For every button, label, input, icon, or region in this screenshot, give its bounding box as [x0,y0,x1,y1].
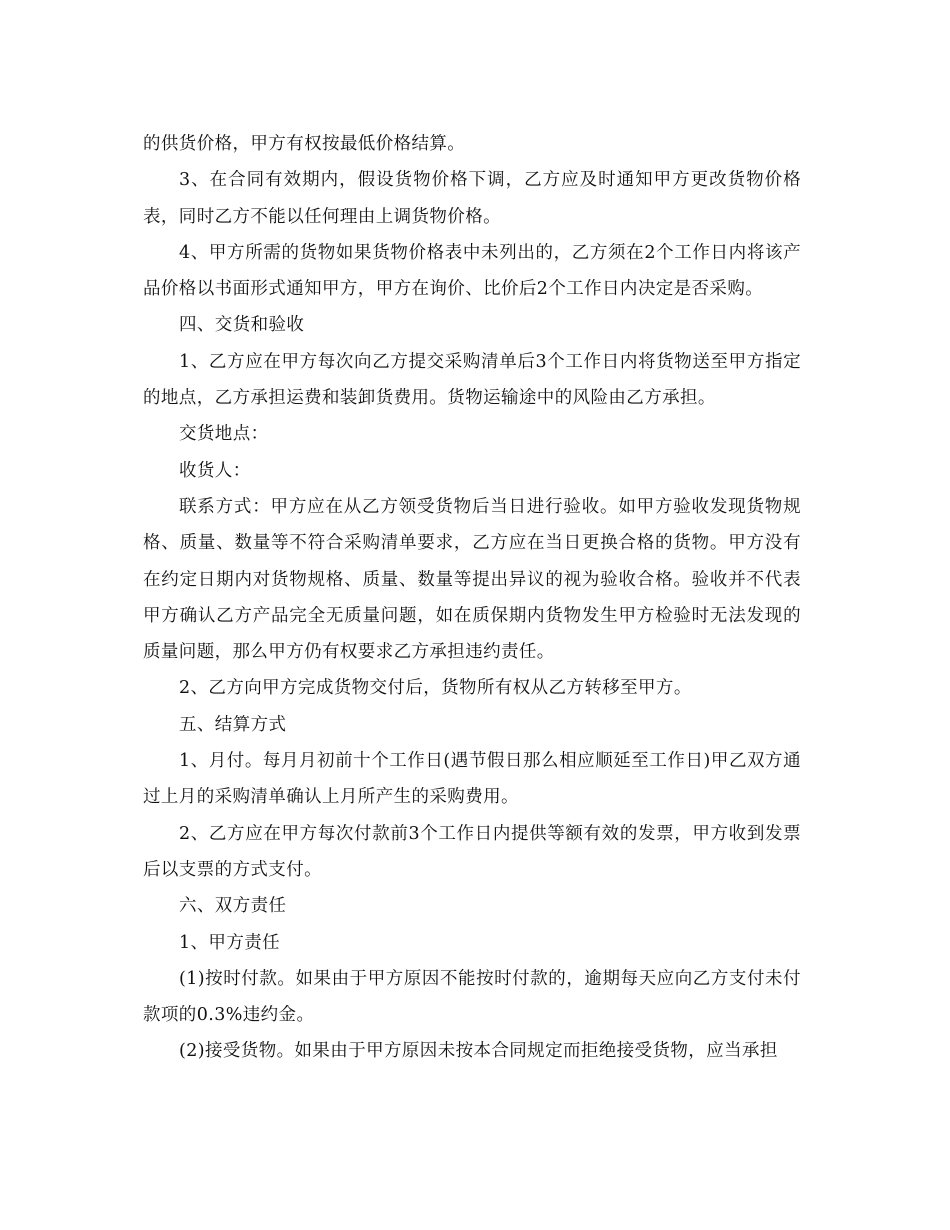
section-heading-delivery: 四、交货和验收 [179,315,305,336]
section-heading-settlement: 五、结算方式 [179,714,287,735]
paragraph-11: 1、月付。每月月初前十个工作日(遇节假日那么相应顺延至工作日)甲乙双方通过上月的采购清单确认上月所产生的采购费用。 [143,751,801,808]
paragraph-3: 4、甲方所需的货物如果货物价格表中未列出的，乙方须在2个工作日内将该产品价格以书面形式通知甲方，甲方在询价、比价后2个工作日内决定是否采购。 [143,242,801,300]
paragraph-8: 联系方式：甲方应在从乙方领受货物后当日进行验收。如甲方验收发现货物规格、质量、数量等不符合采购清单要求，乙方应在当日更换合格的货物。甲方没有在约定日期内对货物规格、质量、数量等提出异议的视为验收合格。验收并不代表甲方确认乙方产品完全无质量问题，如在质保期内货物发生甲方检验时无法发现的质量问题，那么甲方仍有权要求乙方承担违约责任。 [143,496,801,663]
paragraph-2: 3、在合同有效期内，假设货物价格下调，乙方应及时通知甲方更改货物价格表，同时乙方不能以任何理由上调货物价格。 [143,170,801,227]
recipient-label: 收货人： [179,460,251,481]
paragraph-5: 1、乙方应在甲方每次向乙方提交采购清单后3个工作日内将货物送至甲方指定的地点，乙方承担运费和装卸货费用。货物运输途中的风险由乙方承担。 [143,351,801,409]
document-body [143,126,801,1070]
delivery-location-label: 交货地点： [179,424,269,445]
paragraph-12: 2、乙方应在甲方每次付款前3个工作日内提供等额有效的发票，甲方收到发票后以支票的方式支付。 [143,823,801,880]
paragraph-15: (1)按时付款。如果由于甲方原因不能按时付款的，逾期每天应向乙方支付未付款项的0.3%违约金。 [143,968,801,1026]
paragraph-9: 2、乙方向甲方完成货物交付后，货物所有权从乙方转移至甲方。 [179,678,692,699]
paragraph-1: 的供货价格，甲方有权按最低价格结算。 [143,134,466,154]
subheading-party-a: 1、甲方责任 [179,932,281,953]
paragraph-16: (2)接受货物。如果由于甲方原因未按本合同规定而拒绝接受货物，应当承担 [179,1041,778,1062]
section-heading-responsibilities: 六、双方责任 [179,896,287,917]
